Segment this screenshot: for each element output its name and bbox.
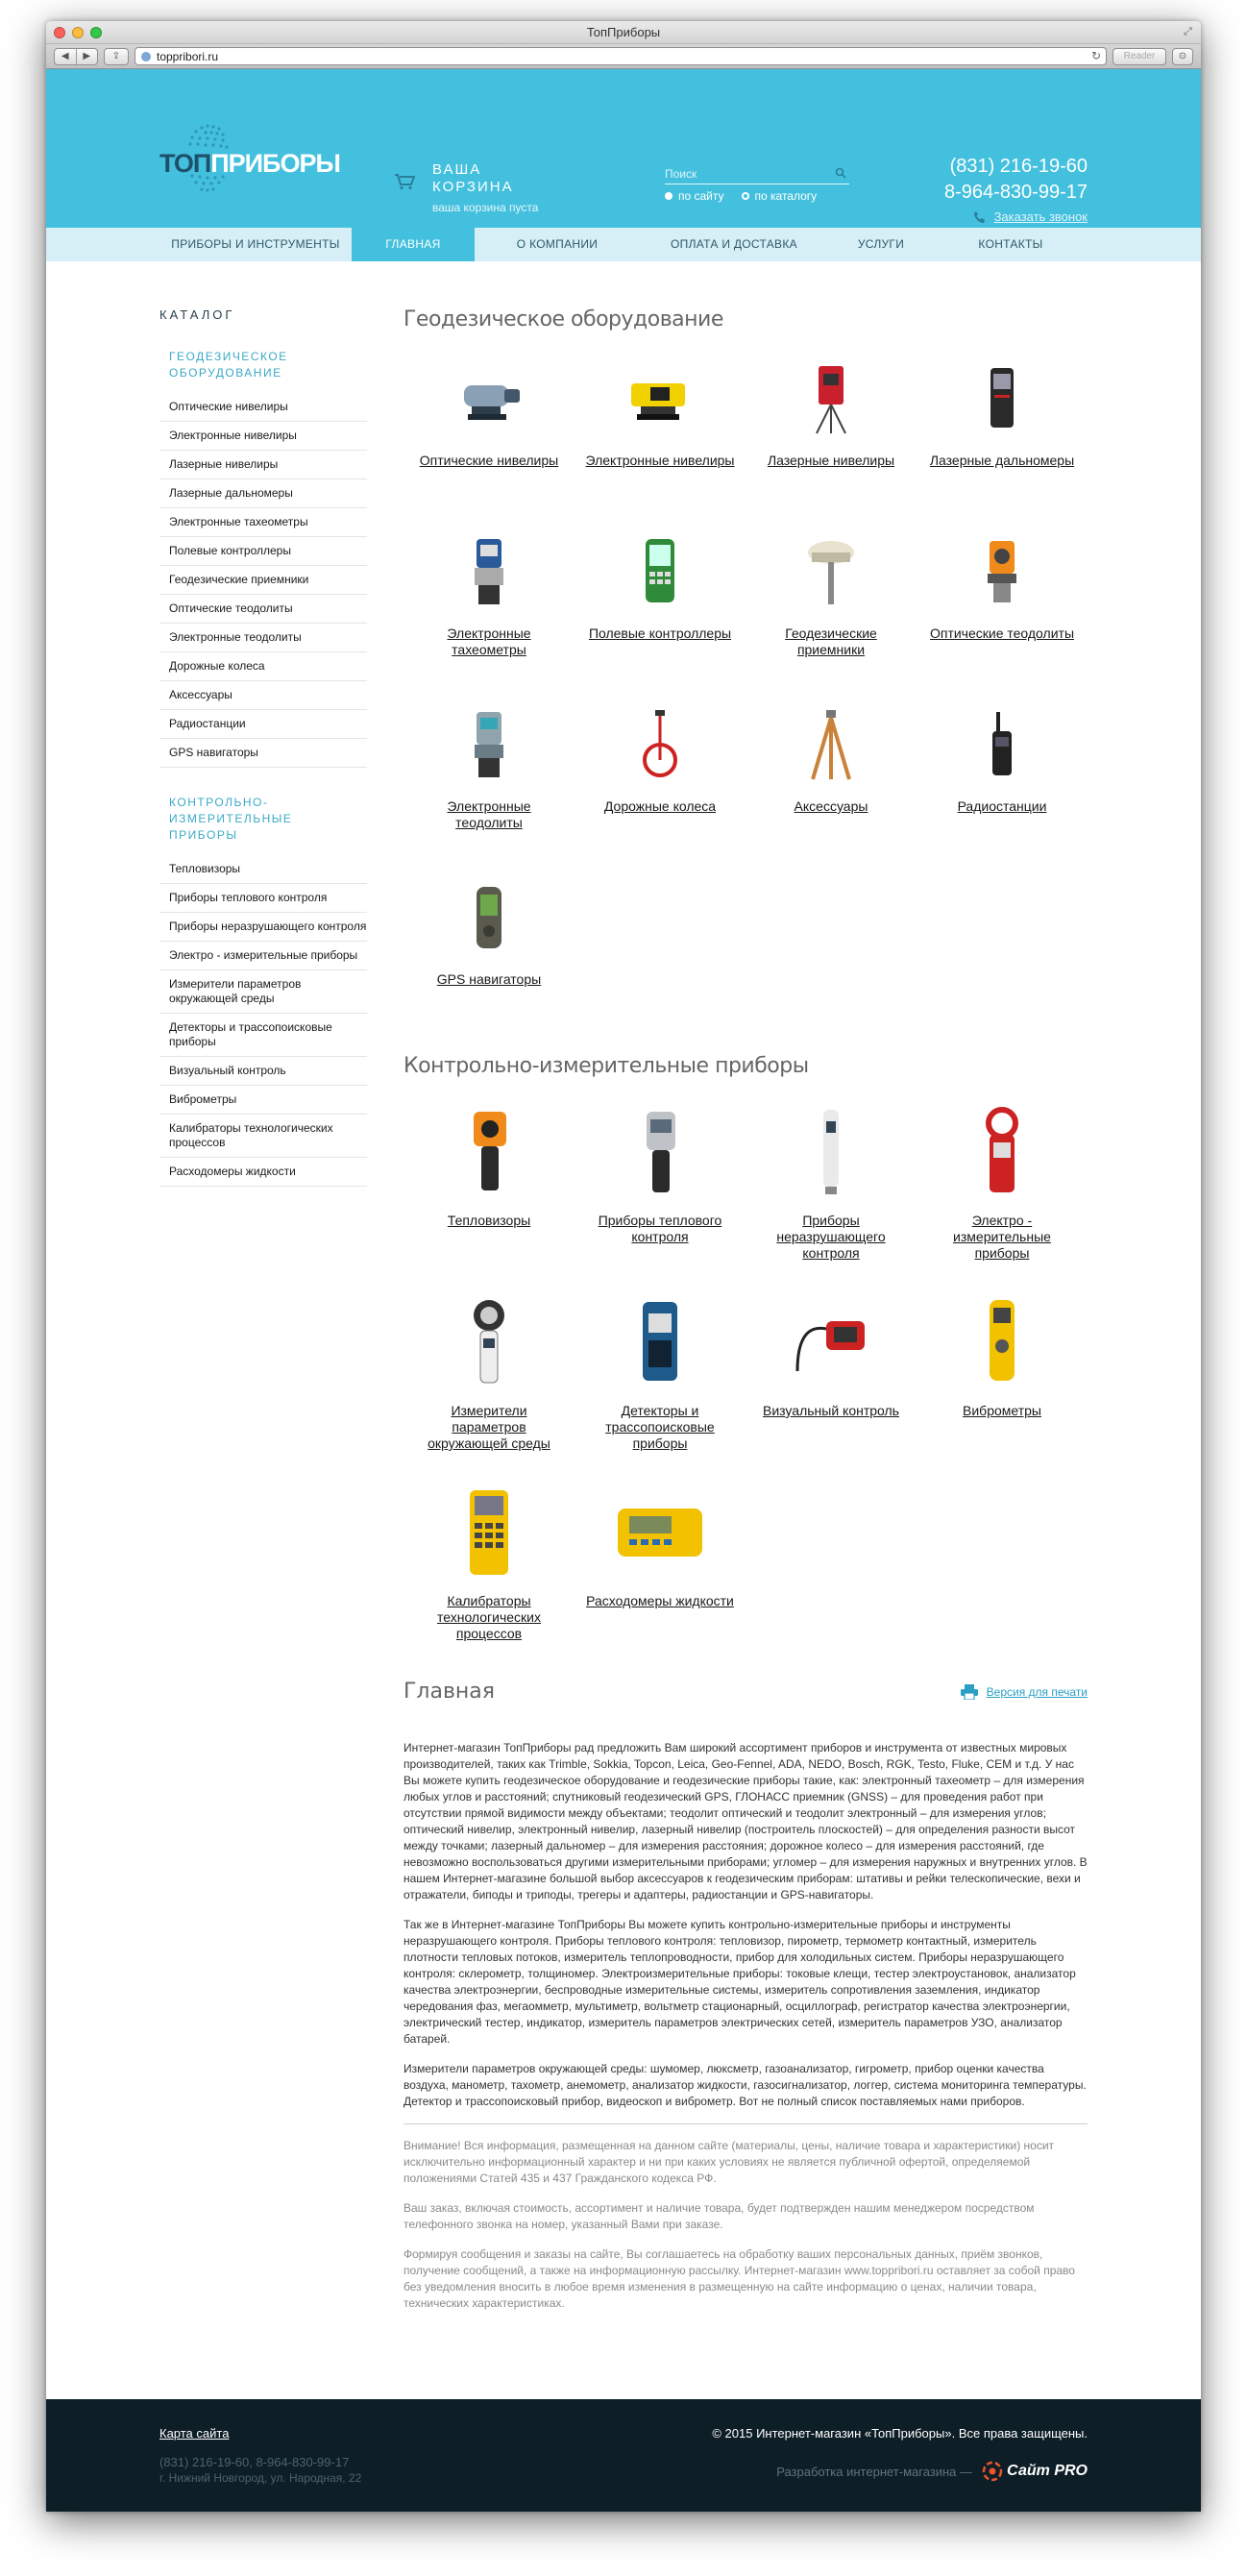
intro-paragraph: Так же в Интернет-магазине ТопПриборы Вы можете купить контрольно-измерительные приборы и инструменты неразрушающего контроля. Приборы теплового контроля: тепловизор, пирометр, термометр контактный, измеритель плотности тепловых потоков, измеритель теплопроводности, прибор для холодильных систем. Приборы неразрушающего контроля: склерометр, толщиномер. Электроизмерительные приборы: токовые клещи, тестер электроустановок, анализатор качества электроэнергии, беспроводные измерительные системы, измеритель сопротивления заземления, индикатор чередования фаз, мегаомметр, мультиметр, вольтметр стационарный, осциллограф, регистратор качества электроэнергии, электрический тестер, индикатор, измеритель параметров электрических сетей, измеритель параметров УЗО, анализатор батарей. — [403, 1918, 1076, 2046]
product-image[interactable] — [607, 1480, 713, 1585]
product-image[interactable] — [778, 1289, 884, 1395]
downloads-icon[interactable]: ⊙ — [1172, 48, 1193, 65]
catalog-item[interactable]: Приборы теплового контроля — [159, 884, 367, 913]
category-link[interactable]: Электронные тахеометры — [447, 626, 531, 657]
catalog-item[interactable]: Аксессуары — [159, 681, 367, 710]
reader-button[interactable]: Reader — [1113, 48, 1166, 65]
close-window-button[interactable] — [54, 27, 65, 38]
category-link[interactable]: Измерители параметров окружающей среды — [428, 1403, 550, 1451]
category-card[interactable] — [746, 1289, 917, 1460]
category-card[interactable] — [917, 699, 1088, 852]
site-header — [46, 69, 1201, 228]
catalog-item[interactable]: Тепловизоры — [159, 855, 367, 884]
product-image[interactable] — [949, 526, 1055, 618]
category-card[interactable] — [575, 699, 746, 852]
category-link[interactable]: Радиостанции — [957, 798, 1047, 814]
search-catalog-radio[interactable]: по каталогу — [742, 189, 818, 203]
catalog-item[interactable]: Геодезические приемники — [159, 566, 367, 595]
main-column — [403, 307, 1088, 2325]
catalog-item[interactable]: GPS навигаторы — [159, 739, 367, 768]
footer-phones: (831) 216-19-60, 8-964-830-99-17 — [159, 2455, 350, 2469]
product-image[interactable] — [436, 353, 542, 445]
main-navigation — [46, 228, 1201, 261]
catalog-item[interactable]: Оптические теодолиты — [159, 595, 367, 624]
printer-icon — [960, 1684, 979, 1700]
disclaimer-note: Внимание! Вся информация, размещенная на данном сайте (материалы, цены, наличие товара и характеристики) носит исключительно информационный характер и ни при каких условиях не является публичной офертой, определяемой положениями Статей 435 и 437 Гражданского кодекса РФ. — [403, 2139, 1055, 2185]
category-card[interactable] — [403, 526, 575, 679]
reload-icon[interactable]: ↻ — [1090, 49, 1101, 62]
section-title-measuring: Контрольно-измерительные приборы — [403, 1054, 809, 1078]
nav-item-instruments[interactable]: ПРИБОРЫ И ИНСТРУМЕНТЫ — [171, 237, 340, 251]
window-controls — [54, 27, 102, 38]
catalog-item[interactable]: Электронные нивелиры — [159, 422, 367, 451]
category-link[interactable]: Тепловизоры — [447, 1213, 531, 1228]
product-image[interactable] — [436, 871, 542, 964]
product-image[interactable] — [607, 526, 713, 618]
sitemap-link[interactable]: Карта сайта — [159, 2426, 230, 2441]
category-card[interactable] — [746, 699, 917, 852]
site-favicon-icon — [141, 52, 151, 61]
category-link[interactable]: GPS навигаторы — [436, 971, 542, 987]
product-image[interactable] — [949, 1289, 1055, 1395]
catalog-item[interactable]: Полевые контроллеры — [159, 537, 367, 566]
developer-text: Разработка интернет-магазина — — [776, 2464, 973, 2479]
footer-address: г. Нижний Новгород, ул. Народная, 22 — [159, 2471, 362, 2485]
product-image[interactable] — [607, 1099, 713, 1205]
category-card[interactable] — [575, 1289, 746, 1460]
category-card[interactable] — [746, 526, 917, 679]
product-image[interactable] — [778, 353, 884, 445]
catalog-item[interactable]: Измерители параметров окружающей среды — [159, 970, 367, 1014]
catalog-list — [169, 393, 367, 768]
minimize-window-button[interactable] — [72, 27, 84, 38]
category-card[interactable] — [575, 1480, 746, 1651]
category-link[interactable]: Лазерные нивелиры — [767, 453, 895, 468]
category-card[interactable] — [746, 1099, 917, 1270]
catalog-item[interactable]: Лазерные дальномеры — [159, 479, 367, 508]
category-link[interactable]: Виброметры — [963, 1403, 1041, 1418]
category-card[interactable] — [746, 353, 917, 506]
product-image[interactable] — [436, 699, 542, 791]
category-link[interactable]: Калибраторы технологических процессов — [436, 1593, 541, 1641]
intro-paragraph: Измерители параметров окружающей среды: шумомер, люксметр, газоанализатор, гигрометр, прибор оценки качества воздуха, манометр, тахометр, анемометр, анализатор жидкости, газосигнализатор, логгер, система мониторинга температуры. Детектор и трассопоисковый прибор, видеоскоп и виброметр. Вот не полный список поставляемых нами приборов. — [403, 2062, 1087, 2108]
intro-paragraph: Интернет-магазин ТопПриборы рад предложить Вам широкий ассортимент приборов и инструмента от известных мировых производителей, таких как Trimble, Sokkia, Topcon, Leica, Geo-Fennel, ADA, NEDO, Bosch, RGK, Testo, Fluke, CEM и т.д. У нас Вы можете купить геодезическое оборудование и геодезические приборы такие, как: электронный тахеометр – для измерения любых углов и расстояний; спутниковый геодезический GPS, ГЛОНАСС приемник (GNSS) – для проведения работ при отсутствии прямой видимости между объектами; теодолит оптический и теодолит электронный – для измерения углов; оптический нивелир, электронный нивелир, лазерный нивелир (построитель плоскостей) – для определения разности высот между точками; лазерный дальномер – для измерения расстояния; дорожное колесо – для измерения расстояний, где невозможно воспользоваться другими измерительными приборами; угломер – для измерения наружных и внутренних углов. В нашем Интернет-магазине большой выбор аксессуаров к геодезическим приборам: штативы и рейки телескопические, вехи и отражатели, биподы и триподы, трегеры и адаптеры, радиостанции и GPS-навигаторы. — [403, 1741, 1088, 1901]
catalog-title: КАТАЛОГ — [159, 307, 235, 322]
page-title: Главная — [403, 1680, 496, 1704]
browser-window — [46, 21, 1201, 2512]
category-card[interactable] — [575, 353, 746, 506]
catalog-group-title[interactable]: КОНТРОЛЬНО-ИЗМЕРИТЕЛЬНЫЕ ПРИБОРЫ — [169, 796, 293, 842]
category-grid-geodesy — [403, 353, 1088, 1025]
catalog-item[interactable]: Расходомеры жидкости — [159, 1158, 367, 1187]
search-icon[interactable] — [835, 167, 846, 179]
product-image[interactable] — [436, 1099, 542, 1205]
developer-credit — [776, 2461, 1088, 2482]
catalog-item[interactable]: Виброметры — [159, 1086, 367, 1115]
category-link[interactable]: Дорожные колеса — [603, 798, 717, 814]
product-image[interactable] — [778, 526, 884, 618]
back-icon[interactable]: ◀ — [55, 49, 77, 64]
zoom-window-button[interactable] — [90, 27, 102, 38]
product-image[interactable] — [436, 526, 542, 618]
category-card[interactable] — [917, 1289, 1088, 1460]
product-image[interactable] — [778, 1099, 884, 1205]
divider — [403, 2123, 1088, 2124]
developer-logo-icon — [982, 2461, 1003, 2482]
browser-toolbar — [46, 44, 1201, 69]
category-link[interactable]: Визуальный контроль — [763, 1403, 899, 1418]
product-image[interactable] — [949, 1099, 1055, 1205]
site-logo[interactable] — [159, 118, 340, 200]
product-image[interactable] — [436, 1480, 542, 1585]
forward-icon[interactable]: ▶ — [83, 50, 91, 61]
category-link[interactable]: Лазерные дальномеры — [929, 453, 1075, 468]
developer-logo[interactable]: Сайт PRO — [982, 2461, 1088, 2482]
category-link[interactable]: Расходомеры жидкости — [586, 1593, 734, 1608]
product-image[interactable] — [607, 699, 713, 791]
catalog-item[interactable]: Дорожные колеса — [159, 652, 367, 681]
site-footer — [46, 2399, 1201, 2512]
shopping-cart-icon — [394, 173, 415, 190]
category-card[interactable] — [403, 1289, 575, 1460]
catalog-item[interactable]: Электро - измерительные приборы — [159, 942, 367, 970]
nav-item-about[interactable]: О КОМПАНИИ — [516, 237, 599, 251]
search-site-radio[interactable]: по сайту — [665, 189, 724, 203]
header-contacts — [944, 156, 1088, 229]
category-link[interactable]: Электронные нивелиры — [585, 453, 735, 468]
search-form — [665, 164, 849, 203]
catalog-group-geodesy — [169, 349, 367, 1187]
phone-secondary[interactable]: 8-964-830-99-17 — [944, 182, 1088, 203]
product-image[interactable] — [949, 699, 1055, 791]
category-link[interactable]: Полевые контроллеры — [588, 626, 732, 641]
category-link[interactable]: Приборы неразрушающего контроля — [776, 1213, 886, 1261]
radio-icon — [665, 192, 672, 200]
category-card[interactable] — [917, 1099, 1088, 1270]
category-link[interactable]: Электро - измерительные приборы — [953, 1213, 1051, 1261]
phone-icon — [973, 210, 987, 224]
callback-link[interactable]: Заказать звонок — [973, 209, 1088, 224]
cart-title[interactable]: ВАША КОРЗИНА — [432, 161, 514, 195]
nav-item-services[interactable]: УСЛУГИ — [857, 237, 905, 251]
copyright: © 2015 Интернет-магазин «ТопПриборы». Все права защищены. — [712, 2426, 1088, 2441]
url-text: toppribori.ru — [157, 49, 219, 63]
category-card[interactable] — [403, 871, 575, 1025]
product-image[interactable] — [607, 353, 713, 445]
category-card[interactable] — [403, 1099, 575, 1270]
catalog-sidebar — [159, 307, 367, 1214]
window-title: ТопПриборы — [586, 25, 661, 39]
share-icon[interactable]: ⇪ — [104, 48, 129, 65]
logo-text: ТОППРИБОРЫ — [159, 149, 340, 178]
category-card[interactable] — [917, 526, 1088, 679]
search-input[interactable] — [665, 164, 849, 184]
catalog-item[interactable]: Лазерные нивелиры — [159, 451, 367, 479]
page-heading-row — [403, 1680, 1088, 1704]
disclaimer-note: Формируя сообщения и заказы на сайте, Вы соглашаетесь на обработку ваших персональных данных, приём звонков, получение сообщений, а также на информационную рассылку. Интернет-магазин www.toppribori.ru оставляет за собой право без уведомления вносить в любое время изменения в размещенную на сайте информацию о ценах, наличии товара, технических характеристиках. — [403, 2247, 1075, 2310]
category-card[interactable] — [403, 1480, 575, 1651]
category-link[interactable]: Электронные теодолиты — [447, 798, 531, 830]
window-titlebar — [46, 21, 1201, 44]
catalog-item[interactable]: Калибраторы технологических процессов — [159, 1115, 367, 1158]
product-image[interactable] — [778, 699, 884, 791]
radio-icon — [742, 192, 749, 200]
nav-item-payment-delivery[interactable]: ОПЛАТА И ДОСТАВКА — [671, 237, 797, 251]
catalog-list — [169, 855, 367, 1187]
nav-item-home[interactable]: ГЛАВНАЯ — [352, 228, 475, 261]
product-image[interactable] — [949, 353, 1055, 445]
category-link[interactable]: Детекторы и трассопоисковые приборы — [605, 1403, 715, 1451]
catalog-item[interactable]: Электронные теодолиты — [159, 624, 367, 652]
category-link[interactable]: Оптические теодолиты — [929, 626, 1075, 641]
disclaimer-note: Ваш заказ, включая стоимость, ассортимент и наличие товара, будет подтвержден нашим менеджером посредством телефонного звонка на номер, указанный Вами при заказе. — [403, 2201, 1035, 2231]
catalog-item[interactable]: Приборы неразрушающего контроля — [159, 913, 367, 942]
catalog-item[interactable]: Детекторы и трассопоисковые приборы — [159, 1014, 367, 1057]
category-card[interactable] — [403, 699, 575, 852]
cart-status: ваша корзина пуста — [432, 201, 539, 214]
product-image[interactable] — [607, 1289, 713, 1395]
catalog-group-title[interactable]: ГЕОДЕЗИЧЕСКОЕ ОБОРУДОВАНИЕ — [169, 350, 288, 380]
catalog-item[interactable]: Электронные тахеометры — [159, 508, 367, 537]
nav-buttons — [54, 48, 98, 65]
section-title-geodesy: Геодезическое оборудование — [403, 307, 723, 331]
fullscreen-icon[interactable]: ⤢ — [1184, 26, 1192, 37]
category-link[interactable]: Геодезические приемники — [785, 626, 877, 657]
catalog-item[interactable]: Оптические нивелиры — [159, 393, 367, 422]
category-card[interactable] — [575, 1099, 746, 1270]
address-bar[interactable] — [134, 47, 1107, 65]
phone-primary[interactable]: (831) 216-19-60 — [949, 156, 1088, 177]
catalog-item[interactable]: Визуальный контроль — [159, 1057, 367, 1086]
catalog-item[interactable]: Радиостанции — [159, 710, 367, 739]
nav-item-contacts[interactable]: КОНТАКТЫ — [978, 237, 1043, 251]
product-image[interactable] — [436, 1289, 542, 1395]
category-link[interactable]: Приборы теплового контроля — [598, 1213, 722, 1244]
category-card[interactable] — [917, 353, 1088, 506]
category-card[interactable] — [575, 526, 746, 679]
category-link[interactable]: Оптические нивелиры — [419, 453, 559, 468]
category-link[interactable]: Аксессуары — [794, 798, 868, 814]
search-options — [665, 189, 849, 203]
category-card[interactable] — [403, 353, 575, 506]
print-version-link[interactable]: Версия для печати — [960, 1684, 1088, 1700]
category-grid-measuring — [403, 1099, 1088, 1651]
